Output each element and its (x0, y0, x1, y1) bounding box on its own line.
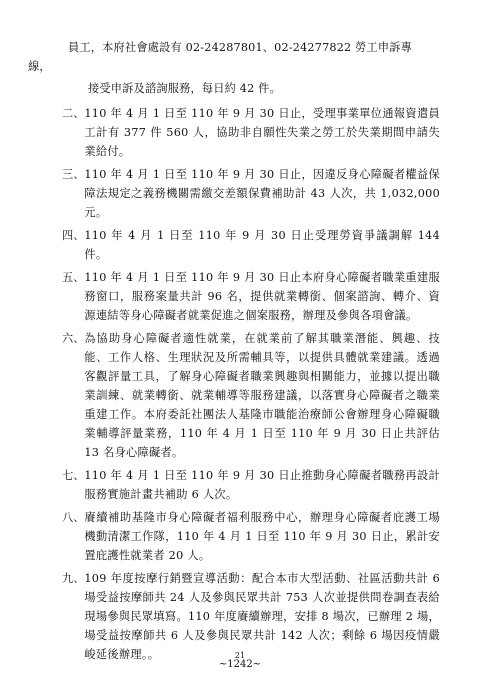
list-item (62, 104, 440, 161)
list-item (62, 268, 440, 325)
item-number: 九、 (62, 572, 85, 585)
list-item (62, 329, 440, 462)
item-text: 110 年 4 月 1 日至 110 年 9 月 30 日止受理勞資爭議調解 144 件。 (84, 229, 440, 261)
item-number: 四、 (62, 229, 85, 242)
list-item (62, 226, 440, 264)
item-number: 六、 (62, 332, 85, 345)
list-item (62, 165, 440, 222)
list-item (62, 508, 440, 565)
item-text: 110 年 4 月 1 日至 110 年 9 月 30 日止，因違反身心障礙者權益保障法規定之義務機關需繳交差額保費補助計 43 人次，共 1,032,000 元。 (84, 168, 440, 219)
numbered-list (62, 104, 440, 668)
item-text: 110 年 4 月 1 日至 110 年 9 月 30 日止，受理事業單位通報資遣員工計有 377 件 560 人，協助非自願性失業之勞工於失業期間申請失業給付。 (84, 107, 440, 158)
intro-paragraph (28, 38, 440, 76)
item-number: 二、 (62, 107, 85, 120)
page-number: ~1242~ (218, 659, 262, 670)
item-number: 七、 (62, 469, 85, 482)
intro-line-1: 員工，本府社會處設有 02-24287801、02-24277822 勞工申訴專 (68, 41, 413, 54)
item-text: 賡續補助基隆市身心障礙者福利服務中心，辦理身心障礙者庇護工場機動清潔工作隊，110 年 4 月 1 日至 110 年 9 月 30 日止，累計安置庇護性就業者 20 人。 (84, 511, 440, 562)
item-number: 三、 (62, 168, 85, 181)
item-text: 110 年 4 月 1 日至 110 年 9 月 30 日止本府身心障礙者職業重建服務窗口，服務案量共計 96 名，提供就業轉銜、個案諮詢、轉介、資源連結等身心障礙者就業促進之個案服務，辦理及參與各項會議。 (84, 271, 440, 322)
list-item (62, 466, 440, 504)
list-item (62, 569, 440, 664)
intro-line-2: 接受申訴及諮詢服務，每日約 42 件。 (88, 82, 281, 95)
page-number-small: 21 (234, 651, 246, 660)
item-text: 為協助身心障礙者適性就業，在就業前了解其職業潛能、興趣、技能、工作人格、生理狀況及所需輔具等，以提供具體就業建議。透過客觀評量工具，了解身心障礙者職業興趣與相關能力，並據以提出職業訓練、就業轉銜、就業輔導等服務建議，以落實身心障礙者之職業重建工作。本府委託社團法人基隆市職能治療師公會辦理身心障礙職業輔導評量業務，110 年 4 月 1 日至 110 年 9 月 30 日止共評估 13 名身心障礙者。 (84, 332, 440, 459)
item-number: 五、 (62, 271, 85, 284)
item-text: 109 年度按摩行銷暨宣導活動：配合本市大型活動、社區活動共計 6 場受益按摩師共 24 人及參與民眾共計 753 人次並提供問卷調查表給現場參與民眾填寫。110 年度賡續辦理，安排 8 場次，已辦理 2 場，場受益按摩師共 6 人及參與民眾共計 142 人次；剩餘 6 場因疫情嚴峻延後辦理。。 (84, 572, 440, 661)
item-text: 110 年 4 月 1 日至 110 年 9 月 30 日止推動身心障礙者職務再設計服務實施計畫共補助 6 人次。 (84, 469, 440, 501)
item-number: 八、 (62, 511, 85, 524)
intro-line-1-continuation: 線， (28, 60, 51, 73)
